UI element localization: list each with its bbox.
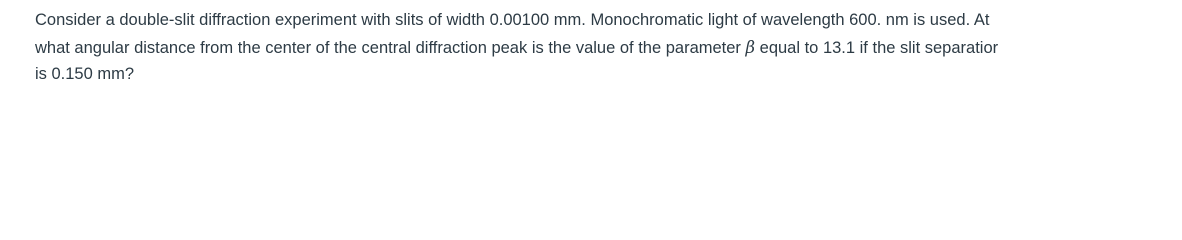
question-line-2 — [35, 34, 1182, 61]
question-text — [35, 7, 1182, 88]
question-line-2-start: what angular distance from the center of the central diffraction peak is the value of the parameter — [35, 39, 746, 57]
question-line-3: is 0.150 mm? — [35, 65, 135, 83]
question-line-2-end: equal to 13.1 if the slit separatior — [755, 39, 999, 57]
question-line-1: Consider a double-slit diffraction experiment with slits of width 0.00100 mm. Monochromatic light of wavelength 600. nm is used. At — [35, 11, 990, 29]
beta-symbol: β — [745, 38, 756, 57]
